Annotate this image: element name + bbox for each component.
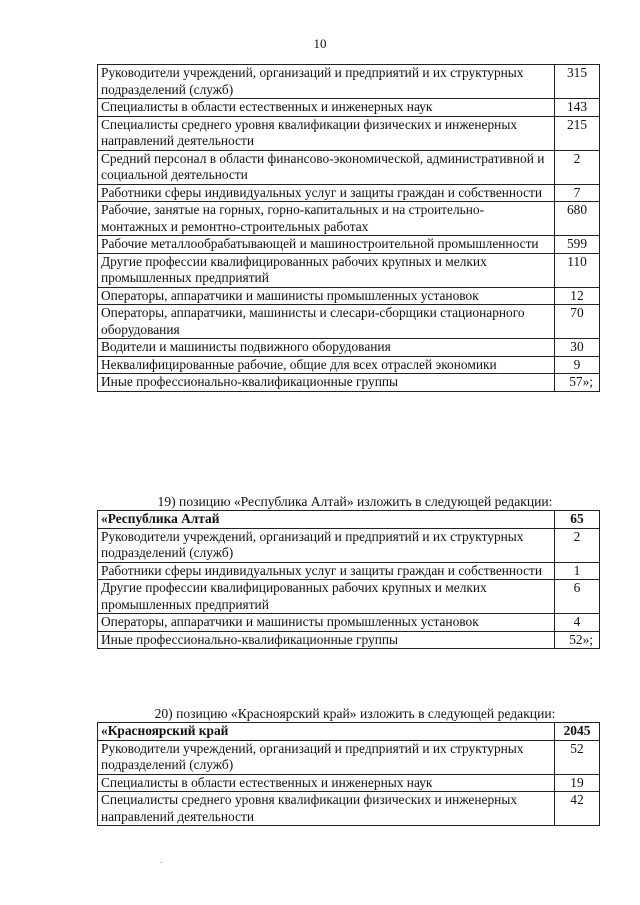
table-header-row (98, 511, 600, 529)
row-value: 42 (555, 792, 600, 826)
table-row (98, 99, 600, 117)
row-label: Специалисты среднего уровня квалификации физических и инженерных направлений деятельности (98, 792, 555, 826)
row-label: Иные профессионально-квалификационные группы (98, 374, 555, 392)
row-label: Рабочие металлообрабатывающей и машиностроительной промышленности (98, 236, 555, 254)
row-label: Руководители учреждений, организаций и предприятий и их структурных подразделений (служб) (98, 740, 555, 774)
table-row (98, 116, 600, 150)
row-value: 4 (555, 614, 600, 632)
row-label: Другие профессии квалифицированных рабочих крупных и мелких промышленных предприятий (98, 253, 555, 287)
row-label: Рабочие, занятые на горных, горно-капитальных и на строительно-монтажных и ремонтно-строительных работах (98, 202, 555, 236)
row-label: Операторы, аппаратчики и машинисты промышленных установок (98, 287, 555, 305)
krasnoyarsk-krai-table (97, 722, 600, 826)
table-row (98, 305, 600, 339)
row-label: Другие профессии квалифицированных рабочих крупных и мелких промышленных предприятий (98, 580, 555, 614)
table-row (98, 150, 600, 184)
row-label: Операторы, аппаратчики, машинисты и слесари-сборщики стационарного оборудования (98, 305, 555, 339)
page-number: 10 (313, 36, 327, 51)
table-row (98, 528, 600, 562)
row-value: 7 (555, 184, 600, 202)
row-value: 52 (555, 740, 600, 774)
table-row (98, 740, 600, 774)
row-value: 680 (555, 202, 600, 236)
row-label: Водители и машинисты подвижного оборудования (98, 339, 555, 357)
row-value: 57»; (555, 374, 600, 392)
region-name: «Красноярский край (98, 723, 555, 741)
row-value: 1 (555, 562, 600, 580)
row-label: Работники сферы индивидуальных услуг и защиты граждан и собственности (98, 562, 555, 580)
row-value: 30 (555, 339, 600, 357)
table-row (98, 631, 600, 649)
row-value: 19 (555, 774, 600, 792)
table-row (98, 792, 600, 826)
table-row (98, 287, 600, 305)
table-header-row (98, 723, 600, 741)
row-label: Работники сферы индивидуальных услуг и защиты граждан и собственности (98, 184, 555, 202)
amendment-paragraph-19: 19) позицию «Республика Алтай» изложить в следующей редакции: (157, 494, 553, 509)
table-row (98, 562, 600, 580)
table-row (98, 774, 600, 792)
amendment-paragraph-20: 20) позицию «Красноярский край» изложить в следующей редакции: (154, 706, 556, 721)
table-row (98, 374, 600, 392)
row-label: Средний персонал в области финансово-экономической, административной и социальной деятельности (98, 150, 555, 184)
occupations-table-continued (97, 64, 600, 392)
row-label: Специалисты в области естественных и инженерных наук (98, 99, 555, 117)
table-row (98, 253, 600, 287)
table-row (98, 580, 600, 614)
region-name: «Республика Алтай (98, 511, 555, 529)
row-value: 215 (555, 116, 600, 150)
row-value: 599 (555, 236, 600, 254)
row-value: 143 (555, 99, 600, 117)
row-value: 52»; (555, 631, 600, 649)
table-row (98, 339, 600, 357)
region-total: 2045 (555, 723, 600, 741)
row-label: Руководители учреждений, организаций и предприятий и их структурных подразделений (служб) (98, 65, 555, 99)
row-value: 315 (555, 65, 600, 99)
table-row (98, 614, 600, 632)
row-value: 9 (555, 356, 600, 374)
row-value: 12 (555, 287, 600, 305)
row-label: Операторы, аппаратчики и машинисты промышленных установок (98, 614, 555, 632)
row-value: 70 (555, 305, 600, 339)
row-label: Иные профессионально-квалификационные группы (98, 631, 555, 649)
row-label: Специалисты в области естественных и инженерных наук (98, 774, 555, 792)
table-row (98, 356, 600, 374)
row-value: 2 (555, 150, 600, 184)
table-row (98, 202, 600, 236)
row-value: 110 (555, 253, 600, 287)
row-value: 6 (555, 580, 600, 614)
scan-speck (160, 862, 162, 863)
republic-altai-table (97, 510, 600, 649)
row-label: Руководители учреждений, организаций и предприятий и их структурных подразделений (служб) (98, 528, 555, 562)
table-row (98, 236, 600, 254)
row-label: Неквалифицированные рабочие, общие для всех отраслей экономики (98, 356, 555, 374)
table-row (98, 65, 600, 99)
region-total: 65 (555, 511, 600, 529)
row-label: Специалисты среднего уровня квалификации физических и инженерных направлений деятельности (98, 116, 555, 150)
row-value: 2 (555, 528, 600, 562)
table-row (98, 184, 600, 202)
